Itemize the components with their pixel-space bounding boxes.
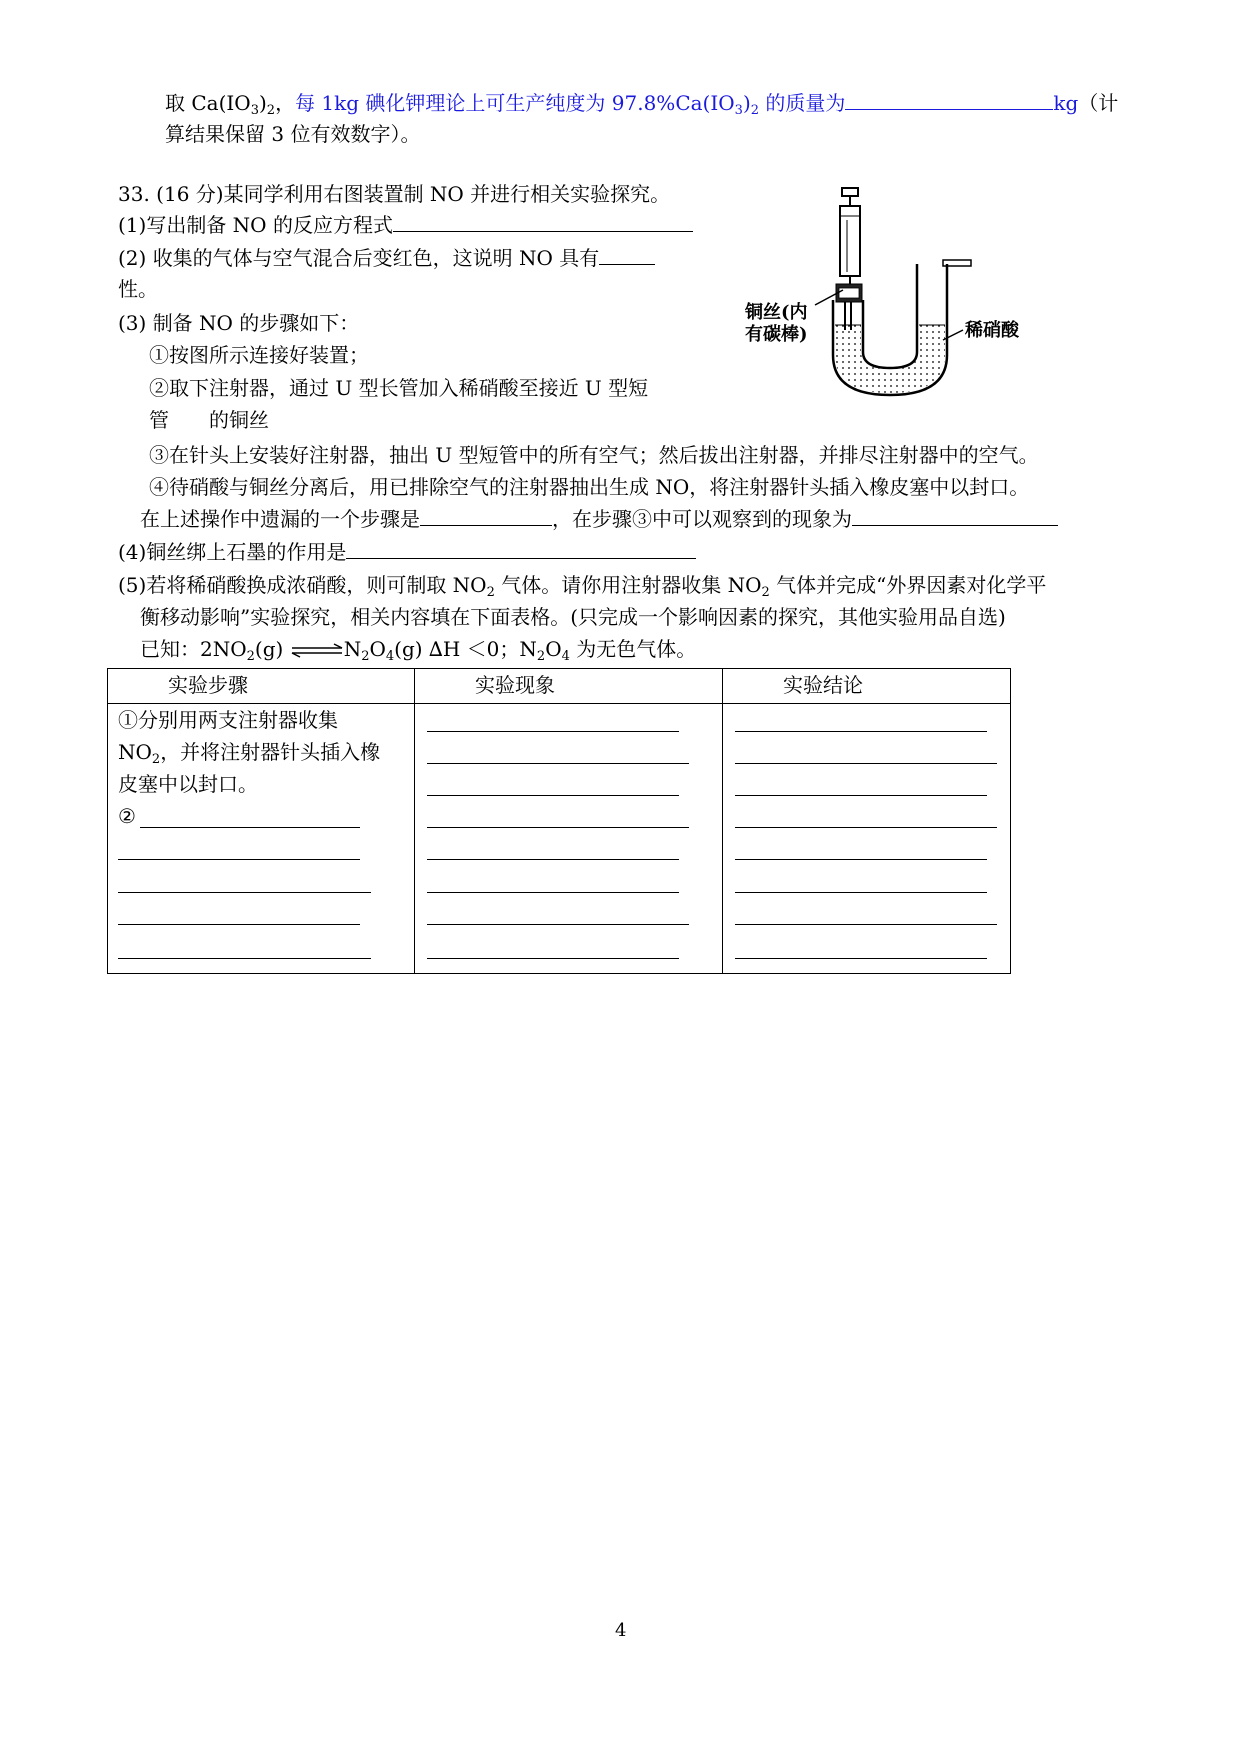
sub: 3 [734, 103, 743, 118]
q33-step3: ③在针头上安装好注射器，抽出 U 型短管中的所有空气；然后拔出注射器，并排尽注射器中的空气。 [149, 443, 1039, 467]
text: ) [742, 91, 751, 115]
answer-blank[interactable] [852, 505, 1058, 526]
answer-line[interactable] [427, 924, 689, 925]
text: 每 1kg 碘化钾理论上可生产纯度为 97.8%Ca(IO [295, 91, 735, 115]
answer-line[interactable] [118, 958, 371, 959]
text: 管 [149, 408, 169, 432]
answer-blank[interactable] [393, 211, 693, 232]
text: O [545, 637, 562, 661]
q33-part4 [118, 538, 696, 566]
header-conclusion: 实验结论 [723, 669, 1011, 704]
q33-step1: ①按图所示连接好装置； [149, 343, 369, 367]
answer-blank[interactable] [420, 505, 552, 526]
text: 的质量为 [759, 91, 846, 115]
answer-line[interactable] [735, 763, 997, 764]
text: 为无色气体。 [569, 637, 697, 661]
answer-line[interactable] [735, 827, 997, 828]
sub: 4 [385, 649, 395, 664]
answer-line[interactable] [427, 827, 689, 828]
text: ，并将注射器针头插入橡 [160, 740, 381, 764]
q33-known [140, 635, 696, 663]
answer-line[interactable] [735, 924, 997, 925]
answer-blank[interactable] [599, 244, 655, 265]
q33-part5-cont: 衡移动影响”实验探究，相关内容填在下面表格。(只完成一个影响因素的探究，其他实验用品自选) [140, 605, 1006, 629]
label-dilute-nitric-acid: 稀硝酸 [965, 320, 1019, 341]
sub: 2 [761, 585, 770, 600]
text: 有碳棒) [745, 324, 808, 345]
conclusion-cell [723, 704, 1011, 974]
sub: 4 [561, 649, 570, 664]
answer-line[interactable] [118, 859, 360, 860]
page-number: 4 [615, 1620, 627, 1641]
q33-part2 [118, 244, 655, 272]
sub: 2 [246, 649, 255, 664]
q33-step4: ④待硝酸与铜丝分离后，用已排除空气的注射器抽出生成 NO，将注射器针头插入橡皮塞中以封口。 [149, 475, 1030, 499]
sub: 2 [361, 649, 370, 664]
header-phenomena: 实验现象 [415, 669, 723, 704]
top-line-1 [165, 89, 1118, 117]
text: (4)铜丝绑上石墨的作用是 [118, 540, 347, 564]
label-copper-wire [745, 302, 808, 346]
experiment-table [107, 668, 1011, 974]
sub: 2 [486, 585, 495, 600]
text: N [343, 637, 362, 661]
answer-line[interactable] [427, 763, 689, 764]
answer-line[interactable] [427, 795, 679, 796]
answer-line[interactable] [427, 731, 679, 732]
answer-line[interactable] [735, 958, 987, 959]
sub: 2 [151, 752, 161, 767]
step2-label: ② [118, 804, 136, 828]
answer-line[interactable] [735, 892, 987, 893]
phenomena-cell [415, 704, 723, 974]
q33-missing-step [140, 505, 1058, 533]
equilibrium-arrow-icon [290, 643, 344, 659]
text: O [369, 637, 386, 661]
q33-step2: ②取下注射器，通过 U 型长管加入稀硝酸至接近 U 型短 [149, 376, 649, 400]
text: 气体并完成“外界因素对化学平 [769, 573, 1047, 597]
u-tube-diagram [745, 180, 1035, 405]
answer-line[interactable] [735, 859, 987, 860]
text: (5)若将稀硝酸换成浓硝酸，则可制取 NO [118, 573, 487, 597]
text: ) [258, 91, 267, 115]
q33-part3: (3) 制备 NO 的步骤如下： [118, 311, 360, 335]
text: (g) ∆H ＜0；N [394, 637, 537, 661]
step1-text: 皮塞中以封口。 [118, 772, 258, 796]
q33-part5 [118, 571, 1046, 599]
text: (g) [254, 637, 284, 661]
answer-blank[interactable] [346, 538, 696, 559]
text: (2) 收集的气体与空气混合后变红色，这说明 NO 具有 [118, 246, 600, 270]
answer-line[interactable] [427, 892, 679, 893]
answer-line[interactable] [735, 731, 987, 732]
q33-heading: 33. (16 分)某同学利用右图装置制 NO 并进行相关实验探究。 [118, 182, 671, 206]
text: 已知：2NO [140, 637, 247, 661]
text: 气体。请你用注射器收集 NO [494, 573, 762, 597]
apparatus-figure [745, 180, 1035, 405]
answer-line[interactable] [427, 859, 679, 860]
answer-line[interactable] [427, 958, 679, 959]
acid-fill [835, 325, 945, 393]
q33-step2-cont [149, 406, 269, 434]
answer-line[interactable] [118, 924, 360, 925]
sub: 2 [536, 649, 546, 664]
sub: 3 [250, 103, 259, 118]
text: 的铜丝 [209, 408, 269, 432]
table-header-row [108, 669, 1011, 704]
table-row [108, 704, 1011, 974]
text: (1)写出制备 NO 的反应方程式 [118, 213, 393, 237]
text: 在上述操作中遗漏的一个步骤是 [140, 507, 420, 531]
text: 铜丝(内 [745, 302, 808, 323]
sub: 2 [750, 103, 760, 118]
text: ， [275, 91, 296, 115]
text: ，在步骤③中可以观察到的现象为 [552, 507, 852, 531]
text: （计 [1078, 91, 1119, 115]
top-line-2: 算结果保留 3 位有效数字）。 [165, 122, 421, 146]
step1-text: ①分别用两支注射器收集 [118, 708, 338, 732]
text: 取 Ca(IO [165, 91, 251, 115]
header-steps: 实验步骤 [108, 669, 415, 704]
step1-text [118, 736, 380, 768]
unit: kg [1053, 91, 1079, 115]
answer-blank[interactable] [845, 89, 1053, 110]
answer-line[interactable] [735, 795, 987, 796]
sub: 2 [266, 103, 276, 118]
answer-line[interactable] [118, 892, 371, 893]
blue-question [295, 91, 1079, 118]
steps-cell [108, 704, 415, 974]
q33-part1 [118, 211, 693, 239]
text: NO [118, 740, 152, 764]
answer-line[interactable] [140, 827, 360, 828]
q33-part2-cont: 性。 [118, 277, 158, 301]
